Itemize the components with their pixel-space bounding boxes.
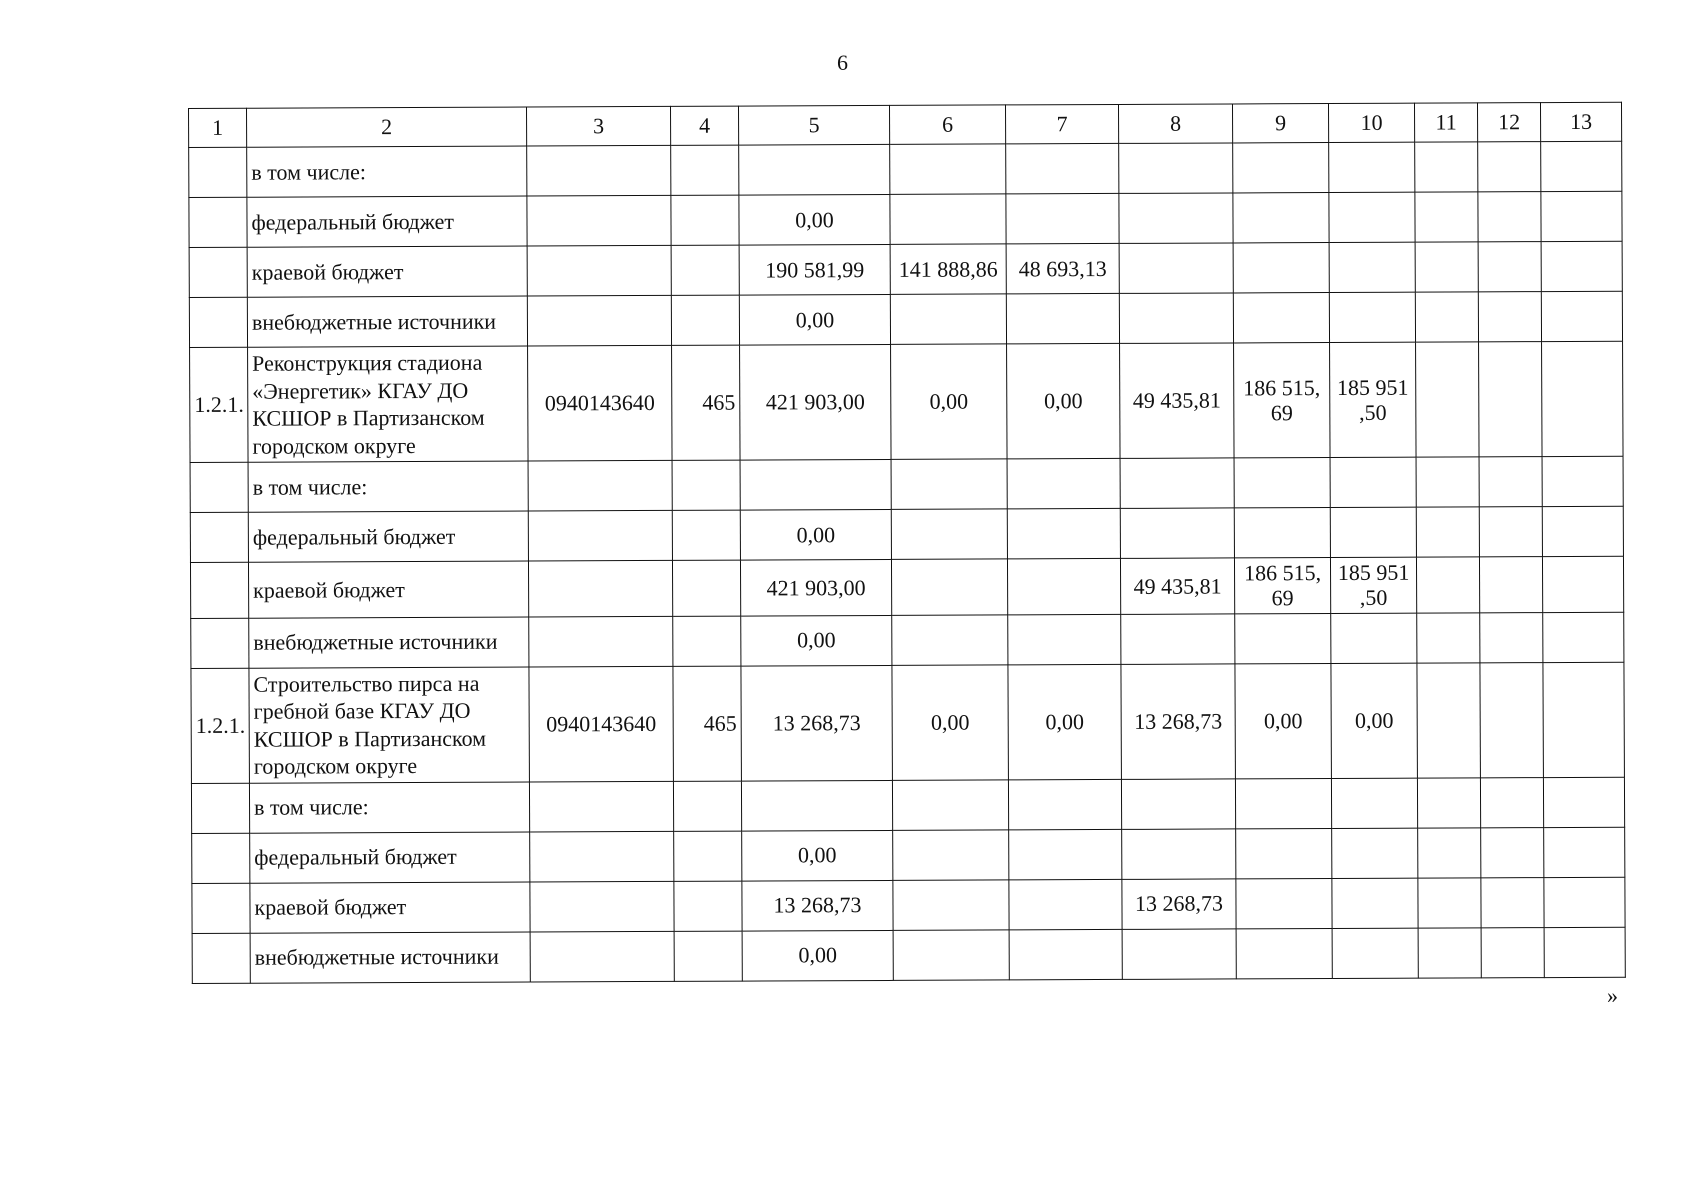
amount-col10 (1329, 242, 1415, 292)
amount-col13 (1541, 191, 1622, 241)
header-cell: 2 (247, 107, 527, 147)
amount-col7 (1006, 193, 1119, 243)
amount-col6 (893, 930, 1009, 981)
amount-col6 (891, 459, 1007, 510)
amount-col13 (1542, 556, 1623, 612)
amount-col6 (891, 509, 1007, 560)
amount-col13 (1542, 341, 1624, 456)
amount-col11 (1415, 142, 1478, 192)
table-row-item (190, 341, 1623, 462)
amount-col8 (1121, 779, 1235, 829)
amount-col8 (1120, 508, 1234, 558)
amount-total: 0,00 (740, 509, 891, 560)
amount-col13 (1544, 827, 1625, 877)
header-cell: 10 (1328, 103, 1414, 142)
amount-total (741, 780, 892, 831)
amount-total: 0,00 (741, 615, 892, 666)
amount-total: 0,00 (739, 294, 890, 345)
amount-col9 (1233, 243, 1329, 293)
amount-total: 0,00 (742, 930, 893, 981)
amount-col12 (1481, 927, 1544, 977)
item-grbs (671, 245, 739, 295)
table-row (192, 827, 1625, 883)
item-name: краевой бюджет (250, 882, 530, 933)
amount-col11 (1417, 777, 1480, 827)
amount-col10-line: 185 951 (1337, 559, 1410, 585)
amount-col10 (1332, 828, 1418, 878)
item-grbs (671, 295, 739, 345)
amount-col8 (1122, 829, 1236, 879)
header-cell: 6 (889, 105, 1005, 145)
amount-col6: 0,00 (891, 344, 1008, 460)
item-number: 1.2.1. (190, 347, 249, 462)
amount-col8 (1120, 458, 1234, 508)
amount-col9-line: 186 515, (1243, 560, 1322, 586)
header-cell: 8 (1118, 104, 1232, 143)
table-row (189, 191, 1622, 247)
amount-col13 (1542, 456, 1623, 506)
amount-col11 (1416, 557, 1479, 613)
amount-col11 (1415, 192, 1478, 242)
amount-col8: 49 435,81 (1120, 558, 1234, 614)
item-name: краевой бюджет (247, 246, 527, 297)
amount-col12 (1478, 242, 1541, 292)
item-name: в том числе: (248, 461, 528, 512)
amount-col9-line: 69 (1271, 585, 1294, 611)
amount-col7 (1009, 929, 1122, 979)
amount-total: 421 903,00 (740, 344, 892, 460)
item-grbs (672, 510, 740, 560)
item-grbs (672, 560, 740, 616)
item-name: внебюджетные источники (247, 296, 527, 347)
amount-col12 (1480, 612, 1543, 662)
amount-col6 (892, 615, 1008, 666)
header-cell: 3 (526, 106, 670, 146)
amount-col11 (1417, 612, 1480, 662)
item-number (192, 833, 250, 883)
amount-total: 0,00 (742, 830, 893, 881)
amount-col13 (1543, 612, 1624, 662)
amount-col6 (890, 144, 1006, 195)
item-name: в том числе: (249, 782, 529, 833)
amount-col11 (1416, 342, 1480, 457)
amount-col9 (1236, 878, 1332, 928)
amount-col9 (1234, 558, 1330, 614)
amount-col9 (1234, 343, 1331, 458)
amount-col11 (1415, 242, 1478, 292)
table-row-item (191, 662, 1624, 783)
amount-col11 (1418, 877, 1481, 927)
closing-quote: » (1607, 983, 1618, 1008)
item-name: внебюджетные источники (249, 617, 529, 668)
amount-col8: 13 268,73 (1122, 879, 1236, 929)
amount-col10 (1331, 613, 1417, 663)
amount-col12 (1478, 192, 1541, 242)
amount-col7: 48 693,13 (1006, 243, 1119, 293)
amount-col9 (1233, 193, 1329, 243)
amount-col10-line: 185 951 (1336, 374, 1409, 400)
item-code (530, 931, 674, 982)
item-code (527, 195, 671, 246)
item-number (190, 512, 248, 562)
item-grbs (673, 781, 741, 831)
item-code (529, 781, 673, 832)
amount-col12 (1478, 292, 1541, 342)
amount-col12 (1480, 777, 1543, 827)
amount-col6 (893, 880, 1009, 931)
amount-col13 (1541, 241, 1622, 291)
header-cell: 12 (1477, 103, 1540, 142)
amount-col11 (1417, 662, 1481, 777)
amount-col8 (1119, 293, 1233, 343)
amount-col13 (1542, 506, 1623, 556)
amount-col11 (1416, 457, 1479, 507)
amount-col12 (1481, 827, 1544, 877)
amount-col10-line: ,50 (1359, 399, 1387, 425)
amount-col10 (1329, 292, 1415, 342)
amount-col10 (1330, 342, 1417, 457)
amount-col6: 0,00 (892, 665, 1009, 781)
item-grbs: 465 (673, 666, 742, 781)
amount-total: 13 268,73 (741, 665, 893, 781)
item-name: Реконструкция стадиона «Энергетик» КГАУ ДО КСШОР в Партизанском городском округе (248, 346, 528, 462)
amount-col6 (893, 830, 1009, 881)
item-grbs (674, 881, 742, 931)
amount-col8 (1121, 614, 1235, 664)
amount-col7 (1006, 293, 1119, 343)
amount-col7 (1007, 508, 1120, 558)
table-row (190, 456, 1623, 512)
amount-col6 (890, 194, 1006, 245)
header-row (189, 102, 1622, 147)
amount-col10 (1330, 457, 1416, 507)
item-grbs (671, 145, 739, 195)
amount-total: 0,00 (739, 194, 890, 245)
amount-col10 (1330, 507, 1416, 557)
item-number (192, 933, 250, 983)
header-cell: 7 (1005, 104, 1118, 143)
amount-col7 (1008, 614, 1121, 664)
item-number (190, 462, 248, 512)
header-cell: 4 (670, 106, 738, 145)
item-code (527, 145, 671, 196)
amount-col13 (1544, 927, 1625, 977)
amount-col11 (1416, 507, 1479, 557)
amount-col9 (1234, 458, 1330, 508)
header-cell: 1 (189, 108, 247, 147)
item-grbs (674, 931, 742, 981)
amount-col10 (1329, 192, 1415, 242)
amount-col9-line: 186 515, (1243, 374, 1321, 401)
item-code (527, 245, 671, 296)
amount-col13 (1543, 662, 1625, 777)
item-name: федеральный бюджет (247, 196, 527, 247)
item-name: краевой бюджет (248, 561, 528, 618)
amount-total: 190 581,99 (739, 244, 890, 295)
table-row (190, 506, 1623, 562)
amount-col7 (1007, 458, 1120, 508)
table-row (192, 877, 1625, 933)
item-name: Строительство пирса на гребной базе КГАУ ДО КСШОР в Партизанском городском округе (249, 667, 529, 783)
item-code: 0940143640 (528, 345, 673, 461)
item-name: в том числе: (247, 146, 527, 197)
item-code (527, 295, 671, 346)
amount-col10 (1331, 778, 1417, 828)
item-number (189, 247, 247, 297)
table-row (192, 927, 1625, 983)
amount-total: 13 268,73 (742, 880, 893, 931)
amount-col10-line: ,50 (1359, 585, 1388, 611)
amount-col9-line: 69 (1270, 400, 1293, 426)
amount-col12 (1479, 342, 1543, 457)
item-grbs (674, 831, 742, 881)
table-row (189, 291, 1622, 347)
table-row (189, 241, 1622, 297)
amount-col11 (1415, 292, 1478, 342)
amount-col8: 49 435,81 (1120, 343, 1235, 458)
amount-col6: 141 888,86 (890, 244, 1006, 295)
item-code: 0940143640 (529, 666, 674, 782)
item-number (191, 618, 249, 668)
item-name: внебюджетные источники (250, 932, 530, 983)
amount-col12 (1478, 142, 1541, 192)
amount-col11 (1418, 927, 1481, 977)
amount-col9: 0,00 (1235, 663, 1332, 778)
amount-col9 (1236, 928, 1332, 978)
amount-col9 (1233, 293, 1329, 343)
header-cell: 13 (1540, 102, 1621, 141)
amount-col8: 13 268,73 (1121, 664, 1236, 779)
item-code (528, 510, 672, 561)
item-code (528, 560, 672, 616)
amount-col8 (1119, 193, 1233, 243)
amount-col9 (1236, 828, 1332, 878)
item-grbs: 465 (672, 345, 741, 460)
amount-col6 (892, 780, 1008, 831)
amount-col7 (1007, 558, 1120, 614)
amount-col9 (1235, 778, 1331, 828)
amount-col7 (1008, 779, 1121, 829)
amount-col13 (1541, 141, 1622, 191)
item-code (530, 831, 674, 882)
item-number: 1.2.1. (191, 668, 250, 783)
item-name: федеральный бюджет (250, 832, 530, 883)
amount-col7 (1009, 879, 1122, 929)
amount-col10: 0,00 (1331, 663, 1418, 778)
amount-col12 (1479, 507, 1542, 557)
amount-col10 (1332, 928, 1418, 978)
item-code (530, 881, 674, 932)
header-cell: 5 (738, 105, 889, 145)
item-number (190, 562, 248, 618)
amount-col11 (1418, 827, 1481, 877)
item-number (189, 197, 247, 247)
table-row (191, 777, 1624, 833)
item-grbs (673, 616, 741, 666)
table-row (190, 556, 1623, 618)
item-number (191, 783, 249, 833)
amount-col9 (1234, 508, 1330, 558)
amount-col9 (1233, 143, 1329, 193)
item-number (189, 147, 247, 197)
amount-col12 (1479, 557, 1542, 613)
item-number (189, 297, 247, 347)
amount-col9 (1235, 613, 1331, 663)
amount-total (740, 459, 891, 510)
item-code (528, 460, 672, 511)
amount-col8 (1119, 143, 1233, 193)
amount-col6 (891, 559, 1007, 615)
header-cell: 9 (1232, 104, 1328, 143)
item-code (529, 616, 673, 667)
amount-col10 (1330, 557, 1416, 613)
amount-col12 (1480, 662, 1544, 777)
budget-table (188, 102, 1626, 984)
amount-col7: 0,00 (1007, 343, 1121, 458)
table-row (189, 141, 1622, 197)
item-name: федеральный бюджет (248, 511, 528, 562)
amount-col7: 0,00 (1008, 664, 1122, 779)
amount-col13 (1541, 291, 1622, 341)
amount-col12 (1481, 877, 1544, 927)
item-number (192, 883, 250, 933)
item-grbs (671, 195, 739, 245)
amount-col6 (890, 294, 1006, 345)
amount-total (739, 144, 890, 195)
amount-col7 (1009, 829, 1122, 879)
amount-col7 (1006, 143, 1119, 193)
amount-col13 (1544, 877, 1625, 927)
amount-col8 (1122, 929, 1236, 979)
page-number: 6 (837, 50, 848, 75)
table-row (191, 612, 1624, 668)
amount-col10 (1332, 878, 1418, 928)
amount-col10 (1329, 142, 1415, 192)
amount-col12 (1479, 457, 1542, 507)
amount-col8 (1119, 243, 1233, 293)
amount-total: 421 903,00 (740, 559, 891, 615)
header-cell: 11 (1414, 103, 1477, 142)
amount-col13 (1543, 777, 1624, 827)
item-grbs (672, 460, 740, 510)
